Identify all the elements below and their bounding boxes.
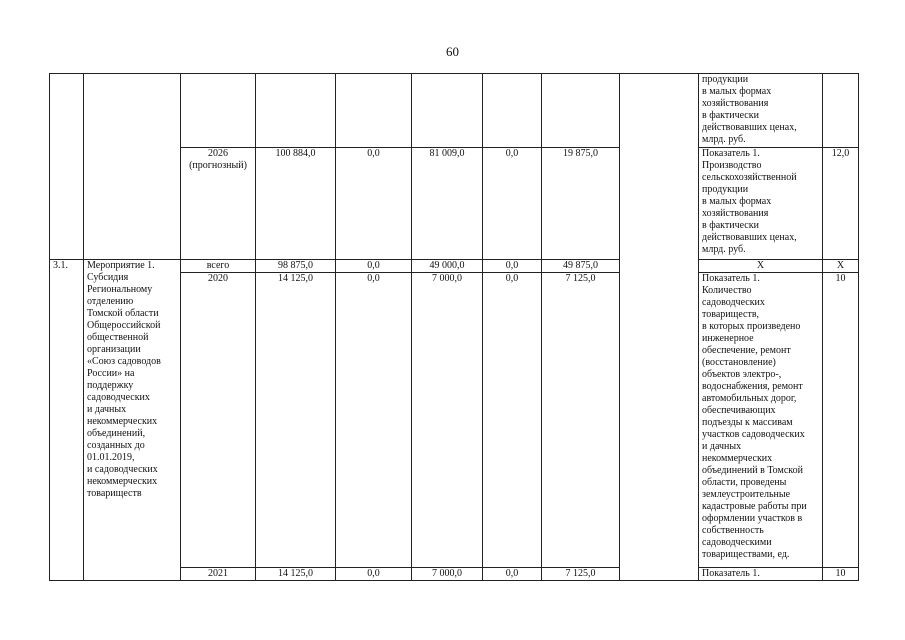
cell-federal: 0,0 [336, 568, 412, 581]
cell-regional: 7 000,0 [412, 273, 483, 568]
table-row [50, 74, 859, 148]
page-number: 60 [446, 44, 459, 59]
program-table [49, 73, 859, 581]
cell-total: 100 884,0 [256, 148, 336, 260]
cell-executor [620, 74, 699, 581]
cell-extra: 7 125,0 [542, 568, 620, 581]
cell-value: 10 [823, 273, 859, 568]
cell-num: 3.1. [50, 260, 84, 581]
cell-indicator: X [699, 260, 823, 273]
cell-value: 10 [823, 568, 859, 581]
cell-total: 14 125,0 [256, 568, 336, 581]
cell-value: X [823, 260, 859, 273]
cell-indicator: Показатель 1. Производство сельскохозяйственной продукции в малых формах хозяйствования в фактически действовавших ценах, млрд. руб. [699, 148, 823, 260]
cell-year: 2026 (прогнозный) [181, 148, 256, 260]
cell-regional: 7 000,0 [412, 568, 483, 581]
cell-federal: 0,0 [336, 273, 412, 568]
cell-num [50, 74, 84, 260]
cell-indicator: Показатель 1. Количество садоводческих товариществ, в которых произведено инженерное обеспечение, ремонт (восстановление) объектов электро-, водоснабжения, ремонт автомобильных дорог, обеспечивающих подъезды к массивам участков садоводческих и дачных некоммерческих объединений в Томской области, проведены землеустроительные кадастровые работы при оформлении участков в собственность садоводческими товариществами, ед. [699, 273, 823, 568]
cell-indicator: продукции в малых формах хозяйствования в фактически действовавших ценах, млрд. руб. [699, 74, 823, 148]
cell-local [483, 74, 542, 148]
cell-total [256, 74, 336, 148]
cell-regional: 49 000,0 [412, 260, 483, 273]
cell-local: 0,0 [483, 260, 542, 273]
cell-value: 12,0 [823, 148, 859, 260]
cell-total: 98 875,0 [256, 260, 336, 273]
cell-extra [542, 74, 620, 148]
cell-year: 2020 [181, 273, 256, 568]
cell-value [823, 74, 859, 148]
cell-federal [336, 74, 412, 148]
table-row [50, 260, 859, 273]
cell-regional: 81 009,0 [412, 148, 483, 260]
cell-year [181, 74, 256, 148]
cell-year: всего [181, 260, 256, 273]
cell-local: 0,0 [483, 148, 542, 260]
cell-extra: 19 875,0 [542, 148, 620, 260]
cell-extra: 7 125,0 [542, 273, 620, 568]
cell-regional [412, 74, 483, 148]
cell-indicator: Показатель 1. [699, 568, 823, 581]
cell-local: 0,0 [483, 568, 542, 581]
cell-federal: 0,0 [336, 260, 412, 273]
cell-name: Мероприятие 1. Субсидия Региональному отделению Томской области Общероссийской общественной организации «Союз садоводов России» на поддержку садоводческих и дачных некоммерческих объединений, созданных до 01.01.2019, и садоводческих некоммерческих товариществ [84, 260, 181, 581]
cell-total: 14 125,0 [256, 273, 336, 568]
cell-federal: 0,0 [336, 148, 412, 260]
cell-local: 0,0 [483, 273, 542, 568]
cell-year: 2021 [181, 568, 256, 581]
cell-extra: 49 875,0 [542, 260, 620, 273]
cell-name [84, 74, 181, 260]
